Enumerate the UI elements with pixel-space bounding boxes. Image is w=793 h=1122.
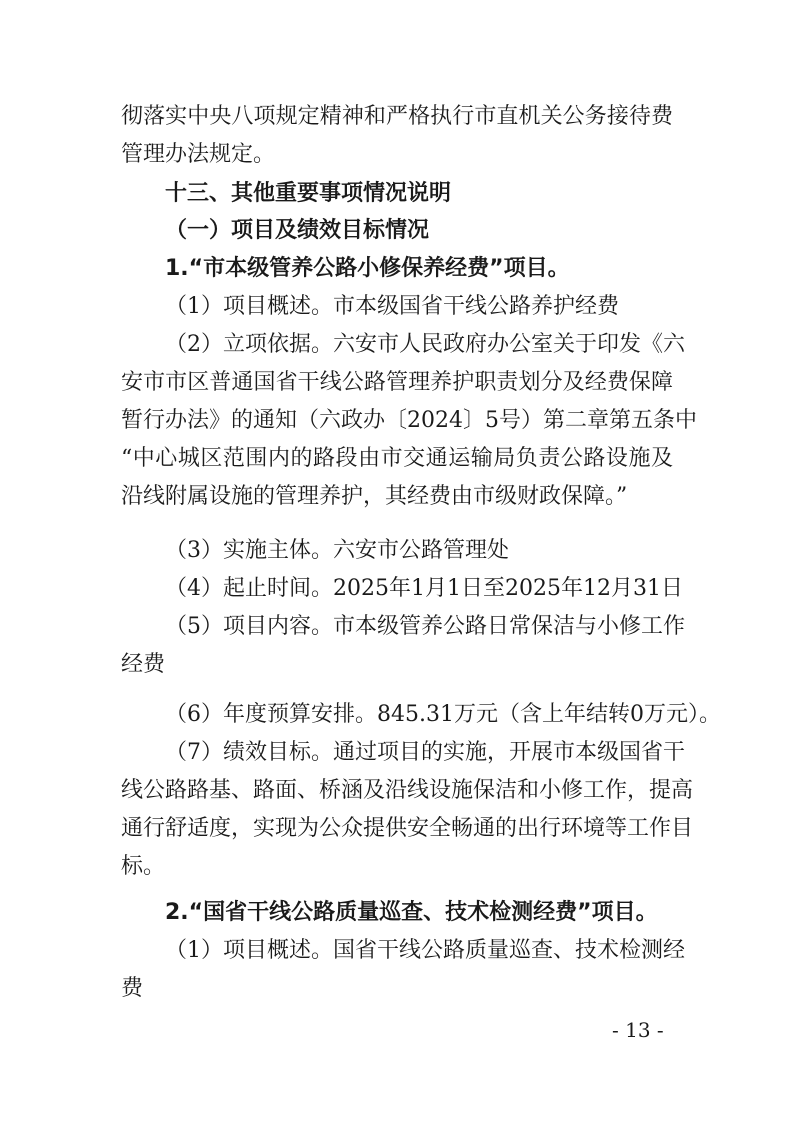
section-heading: 十三、其他重要事项情况说明	[165, 181, 452, 206]
paragraph-line: （1）项目概述。国省干线公路质量巡查、技术检测经	[165, 938, 685, 963]
paragraph-line: （1）项目概述。市本级国省干线公路养护经费	[165, 294, 619, 319]
paragraph-line: 安市市区普通国省干线公路管理养护职责划分及经费保障	[121, 370, 673, 395]
paragraph-line: “中心城区范围内的路段由市交通运输局负责公路设施及	[121, 446, 673, 471]
subsection-heading: （一）项目及绩效目标情况	[165, 218, 430, 243]
paragraph-line: （6）年度预算安排。845.31万元（含上年结转0万元）。	[165, 702, 721, 727]
item-heading: 1.“市本级管养公路小修保养经费”项目。	[165, 256, 570, 281]
item-heading: 2.“国省干线公路质量巡查、技术检测经费”项目。	[165, 900, 658, 925]
paragraph-line: （4）起止时间。2025年1月1日至2025年12月31日	[165, 576, 683, 601]
paragraph-line: 暂行办法》的通知（六政办〔2024〕5号）第二章第五条中	[121, 408, 697, 433]
paragraph-line: 沿线附属设施的管理养护，其经费由市级财政保障。”	[121, 484, 628, 509]
page-number: - 13 -	[612, 1018, 664, 1042]
paragraph-line: 彻落实中央八项规定精神和严格执行市直机关公务接待费	[121, 104, 673, 129]
paragraph-line: （5）项目内容。市本级管养公路日常保洁与小修工作	[165, 614, 685, 639]
paragraph-line: （2）立项依据。六安市人民政府办公室关于印发《六	[165, 332, 685, 357]
paragraph-line: 费	[121, 976, 144, 1001]
paragraph-line: 线公路路基、路面、桥涵及沿线设施保洁和小修工作，提高	[121, 778, 694, 803]
paragraph-line: 标。	[121, 854, 166, 879]
paragraph-line: 经费	[121, 652, 166, 677]
paragraph-line: （3）实施主体。六安市公路管理处	[165, 538, 509, 563]
paragraph-line: 通行舒适度，实现为公众提供安全畅通的出行环境等工作目	[121, 816, 694, 841]
paragraph-line: （7）绩效目标。通过项目的实施，开展市本级国省干	[165, 740, 685, 765]
paragraph-line: 管理办法规定。	[121, 142, 276, 167]
